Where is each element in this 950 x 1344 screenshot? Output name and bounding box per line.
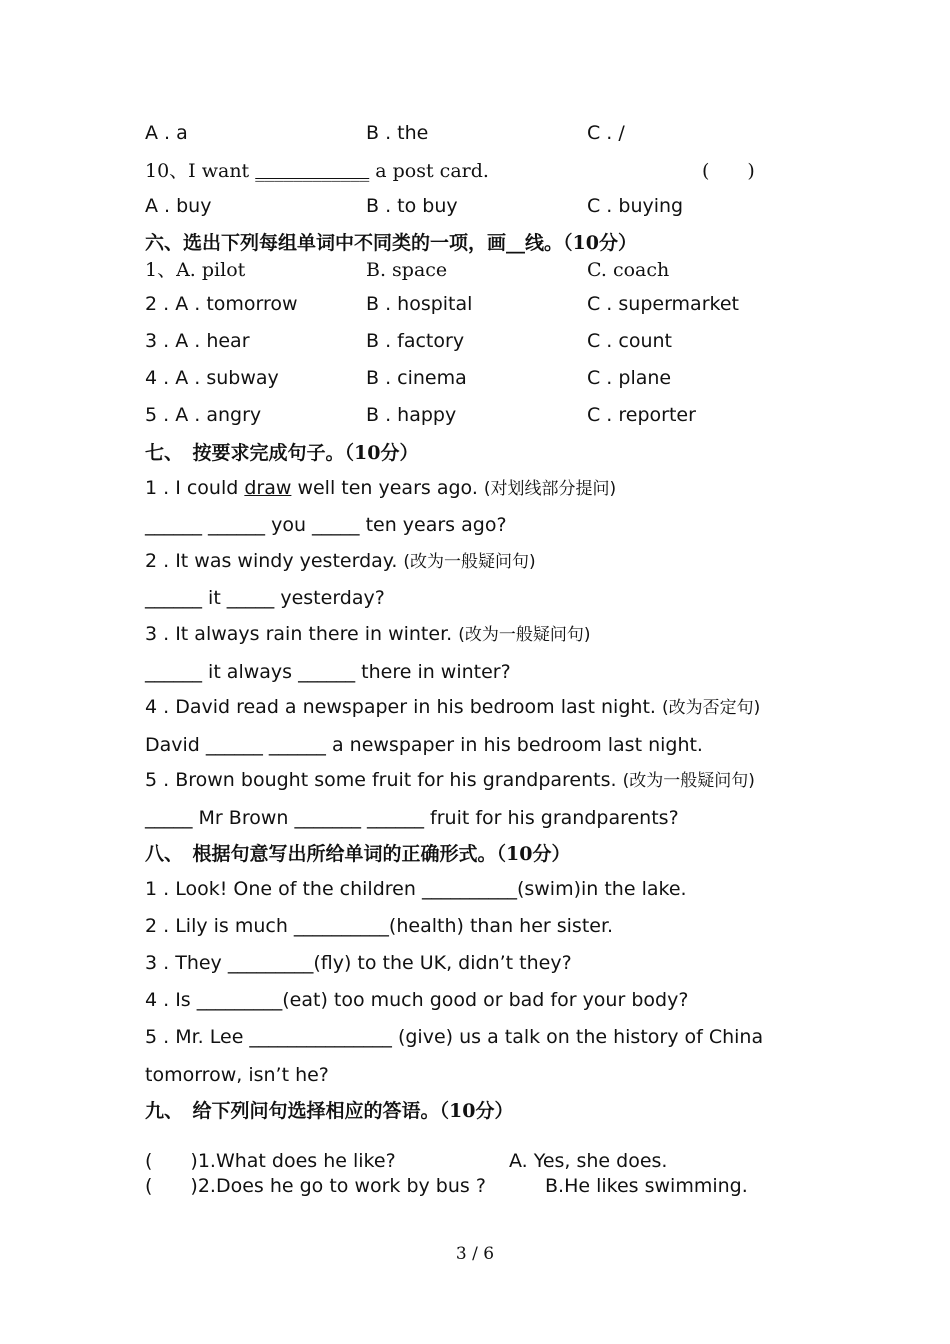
section-7-q3 (145, 622, 590, 647)
option-c: C. coach (587, 259, 670, 281)
q2-text: 2 . It was windy yesterday. (145, 550, 404, 572)
section-9-answer-a: A. Yes, she does. (509, 1150, 668, 1172)
option-a: A . buy (145, 195, 212, 217)
option-a: A . a (145, 122, 188, 144)
q10-paren: ( ) (702, 160, 755, 182)
section-7-q1 (145, 476, 616, 501)
option-b: B . to buy (366, 195, 458, 217)
section-8-title: 八、 根据句意写出所给单词的正确形式。（10分） (145, 843, 571, 865)
q10-stem: 10、I want (145, 160, 250, 182)
page-number: 3 / 6 (455, 1244, 495, 1264)
option-b: B . cinema (366, 367, 467, 389)
q10-rest: a post card. (375, 160, 489, 182)
option-b: B . the (366, 122, 429, 144)
section-7-q3-answer: ______ it always ______ there in winter? (145, 661, 511, 683)
q5-text: 5 . Brown bought some fruit for his grandparents. (145, 769, 623, 791)
option-b: B . hospital (366, 293, 473, 315)
option-c: C . reporter (587, 404, 696, 426)
q4-instruction: (改为否定句) (661, 698, 761, 718)
section-7-q5-answer: _____ Mr Brown _______ ______ fruit for his grandparents? (145, 807, 679, 829)
option-c: C . / (587, 122, 625, 144)
option-a: 2 . A . tomorrow (145, 293, 298, 315)
q4-text: 4 . David read a newspaper in his bedroom last night. (145, 696, 662, 718)
section-9-answer-b: B.He likes swimming. (545, 1175, 748, 1197)
section-8-q4: 4 . Is _________(eat) too much good or bad for your body? (145, 989, 689, 1011)
section-7-q5 (145, 768, 755, 793)
option-a: 5 . A . angry (145, 404, 262, 426)
section-8-q3: 3 . They _________(fly) to the UK, didn’t they? (145, 952, 572, 974)
q5-instruction: (改为一般疑问句) (622, 771, 755, 791)
option-c: C . count (587, 330, 672, 352)
section-8-q5-continued: tomorrow, isn’t he? (145, 1064, 329, 1086)
section-7-title: 七、 按要求完成句子。（10分） (145, 442, 419, 464)
section-7-q4 (145, 695, 760, 720)
option-a: 4 . A . subway (145, 367, 279, 389)
option-c: C . supermarket (587, 293, 739, 315)
q3-instruction: (改为一般疑问句) (458, 625, 591, 645)
option-a: 3 . A . hear (145, 330, 250, 352)
section-9-question-1: ( )1.What does he like? (145, 1150, 396, 1172)
q3-text: 3 . It always rain there in winter. (145, 623, 459, 645)
question-10 (145, 159, 825, 183)
q1-underlined-word: draw (244, 477, 292, 499)
option-b: B . happy (366, 404, 457, 426)
q1-text-pre: 1 . I could (145, 477, 245, 499)
option-c: C . plane (587, 367, 672, 389)
section-7-q4-answer: David ______ ______ a newspaper in his bedroom last night. (145, 734, 703, 756)
q10-blank: ____________ (255, 160, 370, 182)
section-9-question-2: ( )2.Does he go to work by bus ? (145, 1175, 486, 1197)
section-7-q2-answer: ______ it _____ yesterday? (145, 587, 385, 609)
option-c: C . buying (587, 195, 684, 217)
option-b: B. space (366, 259, 448, 281)
section-9-title: 九、 给下列问句选择相应的答语。（10分） (145, 1100, 514, 1122)
q1-text-post: well ten years ago. (291, 477, 484, 499)
option-b: B . factory (366, 330, 465, 352)
section-8-q2: 2 . Lily is much __________(health) than her sister. (145, 915, 614, 937)
option-a: 1、A. pilot (145, 259, 246, 281)
section-8-q5: 5 . Mr. Lee _______________ (give) us a talk on the history of China (145, 1026, 764, 1048)
q1-instruction: (对划线部分提问) (483, 479, 617, 499)
section-6-title: 六、选出下列每组单词中不同类的一项，画__线。（10分） (145, 232, 637, 254)
q2-instruction: (改为一般疑问句) (403, 552, 536, 572)
section-7-q2 (145, 549, 536, 574)
section-8-q1: 1 . Look! One of the children __________(swim)in the lake. (145, 878, 687, 900)
section-7-q1-answer: ______ ______ you _____ ten years ago? (145, 514, 507, 536)
